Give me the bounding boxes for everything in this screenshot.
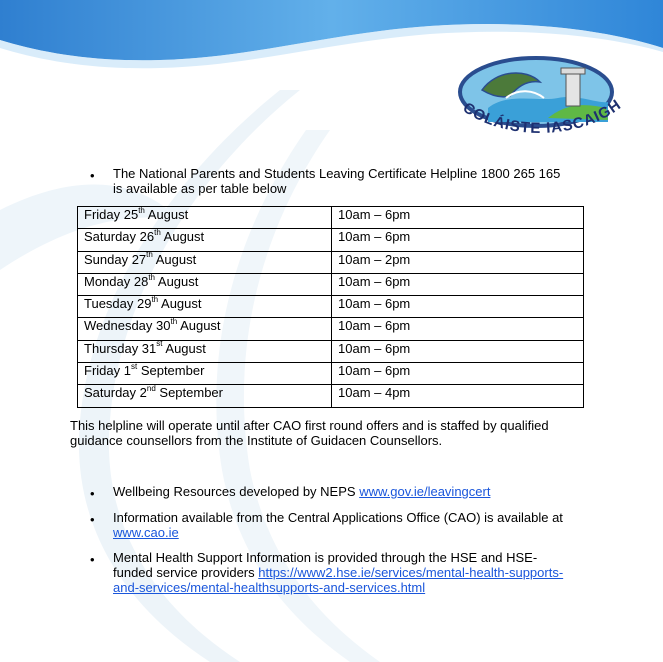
- helpline-note: [70, 418, 583, 448]
- day-suffix: th: [146, 250, 153, 260]
- intro-paragraph: [113, 166, 583, 196]
- hours-row: [78, 385, 584, 407]
- hours-row: [78, 363, 584, 385]
- helpline-hours-table: [77, 206, 584, 408]
- hours-row: [78, 296, 584, 318]
- time-cell: 10am – 2pm: [332, 251, 584, 273]
- day-label: Thursday 31: [84, 340, 157, 356]
- neps-link[interactable]: www.gov.ie/leavingcert: [359, 484, 491, 499]
- day-cell: [78, 229, 332, 251]
- hse-link-1[interactable]: https://www2.hse.ie/services/mental-health-supports-: [258, 565, 564, 580]
- day-cell: [78, 340, 332, 362]
- neps-text: Wellbeing Resources developed by NEPS: [113, 484, 360, 499]
- day-label: Saturday 2: [84, 385, 147, 401]
- month-label: August: [162, 340, 206, 356]
- day-label: Saturday 26: [84, 229, 155, 245]
- time-cell: 10am – 6pm: [332, 273, 584, 295]
- day-cell: [78, 385, 332, 407]
- day-suffix: th: [154, 227, 161, 237]
- time-cell: 10am – 6pm: [332, 363, 584, 385]
- neps-resource-item: [113, 484, 583, 499]
- hours-row: [78, 273, 584, 295]
- day-suffix: th: [151, 294, 159, 304]
- month-label: August: [177, 318, 221, 334]
- hse-link-2[interactable]: and-services/mental-healthsupports-and-services.html: [113, 580, 426, 595]
- time-cell: 10am – 6pm: [332, 229, 584, 251]
- cao-text: Information available from the Central Applications Office (CAO) is available at: [113, 510, 563, 525]
- day-cell: [78, 207, 332, 229]
- time-cell: 10am – 6pm: [332, 318, 584, 340]
- day-label: Friday 25: [84, 207, 139, 222]
- hours-row: [78, 318, 584, 340]
- month-label: August: [160, 229, 205, 245]
- day-label: Monday 28: [84, 273, 149, 289]
- time-cell: 10am – 6pm: [332, 296, 584, 318]
- hours-row: [78, 229, 584, 251]
- bullet-icon: •: [90, 552, 95, 567]
- day-cell: [78, 296, 332, 318]
- hours-row: [78, 251, 584, 273]
- month-label: August: [144, 207, 189, 222]
- bullet-icon: •: [90, 486, 95, 501]
- day-suffix: th: [138, 205, 145, 215]
- time-cell: 10am – 6pm: [332, 340, 584, 362]
- day-suffix: st: [156, 339, 163, 349]
- note-line-2: guidance counsellors from the Institute of Guidacen Counsellors.: [70, 433, 443, 448]
- day-cell: [78, 363, 332, 385]
- logo-wordmark: [456, 96, 636, 152]
- cao-link[interactable]: www.cao.ie: [113, 525, 179, 540]
- day-cell: [78, 273, 332, 295]
- hours-row: [78, 340, 584, 362]
- day-label: Sunday 27: [84, 251, 147, 267]
- day-cell: [78, 251, 332, 273]
- day-suffix: st: [130, 361, 138, 371]
- hours-row: [78, 207, 584, 229]
- month-label: September: [137, 363, 205, 379]
- day-cell: [78, 318, 332, 340]
- hse-text-1: Mental Health Support Information is provided through the HSE and HSE-: [113, 550, 538, 565]
- bullet-icon: •: [90, 168, 95, 183]
- month-label: September: [155, 385, 223, 401]
- month-label: August: [152, 251, 197, 267]
- logo-text: COLÁISTE IASCAIGH: [459, 96, 625, 137]
- day-label: Friday 1: [84, 363, 131, 379]
- time-cell: 10am – 4pm: [332, 385, 584, 407]
- bullet-icon: •: [90, 512, 95, 527]
- intro-line-1: The National Parents and Students Leaving Certificate Helpline 1800 265 165: [113, 166, 561, 181]
- hse-resource-item: [113, 550, 583, 595]
- day-label: Wednesday 30: [84, 318, 171, 334]
- day-suffix: nd: [146, 384, 156, 394]
- cao-resource-item: [113, 510, 583, 540]
- svg-text:COLÁISTE IASCAIGH: [460, 96, 625, 137]
- month-label: August: [155, 273, 199, 289]
- hse-text-2: funded service providers: [113, 565, 259, 580]
- month-label: August: [158, 296, 202, 312]
- day-suffix: th: [148, 272, 155, 282]
- day-suffix: th: [170, 317, 178, 327]
- note-line-1: This helpline will operate until after CAO first round offers and is staffed by qualified: [70, 418, 549, 433]
- intro-line-2: is available as per table below: [113, 181, 287, 196]
- time-cell: 10am – 6pm: [332, 207, 584, 229]
- day-label: Tuesday 29: [84, 296, 152, 312]
